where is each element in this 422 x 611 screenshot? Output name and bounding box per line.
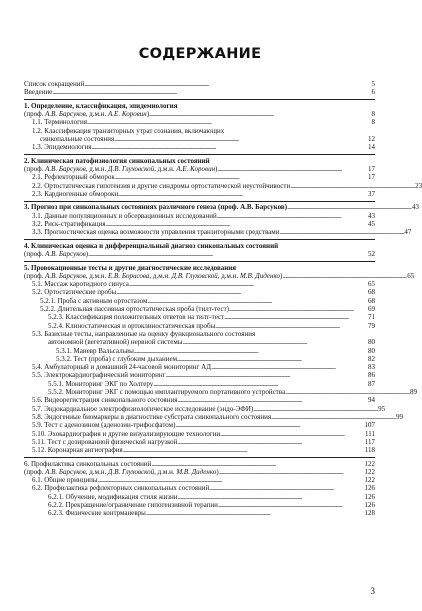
toc-text: А.Е. Коровин: [176, 165, 216, 174]
toc-entry[interactable]: [24, 322, 375, 330]
toc-entry-label: 5.2. Ортостатические пробы: [32, 288, 117, 297]
page-number: 3: [370, 586, 375, 596]
toc-section-heading[interactable]: [24, 460, 375, 468]
toc-text: ): [146, 110, 150, 119]
toc-entry-label: 5.5.1. Мониторинг ЭКГ по Холтеру: [48, 379, 154, 388]
toc-heading-label: [24, 264, 236, 272]
toc-entry-label: 6.2.1. Обучение, модификация стиля жизни: [48, 492, 178, 501]
toc-text: ): [215, 165, 218, 174]
toc-entry[interactable]: [24, 228, 412, 237]
toc-entry[interactable]: [24, 338, 375, 346]
toc-page-number: 65: [407, 271, 415, 280]
toc-entry-label: синкопальные состояния: [40, 134, 115, 143]
section-divider: [24, 99, 375, 100]
toc-page-number: 69: [368, 305, 375, 314]
toc-entry[interactable]: [24, 288, 375, 296]
toc-entry-label: 5.2.4. Клиностатическая и ортоклиностатическая пробы: [48, 321, 216, 330]
toc-page-number: 12: [368, 134, 375, 143]
toc-text: (проф.: [24, 467, 46, 476]
toc-text: Е.В. Борисова: [108, 271, 150, 280]
toc-entry-label: 5.12. Коронарная ангиография: [32, 446, 123, 455]
toc-page-number: 118: [364, 446, 375, 455]
toc-section-heading[interactable]: [24, 102, 375, 110]
toc-page-number: 83: [368, 363, 375, 372]
toc-text: А.В. Барсуков: [45, 110, 86, 119]
toc-text: 4. Клиническая оценка и дифференциальный диагноз синкопальных состояний: [24, 241, 279, 250]
toc-page-number: 17: [368, 165, 375, 174]
toc-page-number: 82: [368, 354, 375, 363]
toc-page-number: 8: [371, 110, 375, 119]
toc-authors[interactable]: [24, 250, 375, 258]
toc-entry-label: 5.7. Эндокардиальное электрофизиологическое исследование (эндо-ЭФИ): [32, 404, 254, 413]
toc-page-number: 37: [368, 189, 375, 198]
toc-section-heading[interactable]: [24, 264, 375, 272]
table-of-contents: [24, 80, 422, 518]
toc-heading-label: [24, 203, 287, 211]
toc-page-number: 122: [364, 476, 375, 485]
toc-section-heading[interactable]: [24, 203, 419, 212]
toc-entry[interactable]: [24, 127, 375, 135]
toc-entry-front[interactable]: [24, 88, 375, 96]
toc-text: 1. Определение, классификация, эпидемиология: [24, 101, 178, 110]
toc-page-number: 122: [364, 459, 375, 468]
toc-text: (проф.: [24, 271, 46, 280]
toc-text: 6. Профилактика синкопальных состояний: [24, 459, 152, 468]
toc-entry[interactable]: [24, 509, 375, 517]
toc-authors[interactable]: [24, 271, 415, 280]
toc-entry[interactable]: [24, 118, 375, 126]
toc-page-number: 68: [368, 288, 375, 297]
toc-entry-label: Список сокращений: [24, 80, 85, 88]
toc-entry-label: 5.3.2. Тест (проба) с глубоким дыханием: [56, 354, 178, 363]
toc-page-number: 71: [368, 313, 375, 322]
toc-heading-label: [24, 102, 177, 110]
toc-entry-label: 1.3. Эпидемиология: [32, 143, 92, 152]
toc-entry[interactable]: [24, 493, 375, 501]
toc-text: Д.В. Глуховской: [108, 165, 155, 174]
toc-page-number: 43: [368, 211, 375, 220]
toc-entry-front[interactable]: [24, 80, 375, 88]
toc-entry[interactable]: [24, 421, 375, 429]
toc-entry-label: 5.8. Эндогенные биомаркеры в диагностике субстрата синкопального состояния: [32, 412, 272, 421]
leader-dots: [118, 190, 367, 199]
toc-entry[interactable]: [24, 412, 403, 421]
toc-authors[interactable]: [24, 110, 375, 118]
leader-dots: [279, 228, 403, 237]
toc-entry[interactable]: [24, 388, 417, 397]
leader-dots: [85, 250, 367, 259]
toc-entry[interactable]: [24, 396, 375, 404]
leader-dots: [91, 143, 367, 152]
toc-authors-label: [24, 272, 282, 280]
toc-page-number: 65: [368, 280, 375, 289]
toc-text: (проф.: [24, 110, 46, 119]
toc-page-number: 99: [395, 412, 403, 421]
toc-text: А.В. Барсуков: [45, 467, 86, 476]
toc-page-number: 107: [364, 421, 375, 430]
toc-entry[interactable]: [24, 220, 375, 228]
toc-section-heading[interactable]: [24, 242, 375, 250]
toc-page-number: 80: [368, 346, 375, 355]
toc-entry[interactable]: [24, 438, 375, 446]
toc-page-number: 126: [364, 501, 375, 510]
toc-page-number: 126: [364, 492, 375, 501]
toc-text: 2. Клиническая патофизиология синкопальных состояний: [24, 156, 210, 165]
toc-text: , д.м.н.: [217, 271, 240, 280]
toc-entry-label: 3.2. Риск-стратификация: [32, 220, 106, 229]
section-divider: [24, 239, 375, 240]
toc-text: Д.В. Глуховской: [108, 467, 155, 476]
toc-entry-label: 5.2.2. Длительная пассивная ортостатическая проба (тилт-тест): [40, 305, 229, 314]
toc-text: , д.м.н.: [85, 271, 109, 280]
toc-entry-label: 5.1. Массаж каротидного синуса: [32, 280, 129, 289]
toc-entry[interactable]: [24, 143, 375, 151]
toc-entry-label: 3.3. Прогностическая оценка возможности управления транзиторными средствами: [32, 228, 280, 237]
toc-entry[interactable]: [24, 404, 386, 413]
toc-entry-label: 1.2. Классификация транзиторных утрат сознания, включающих: [32, 126, 225, 135]
toc-page-number: 43: [411, 203, 419, 212]
toc-entry[interactable]: [24, 313, 375, 321]
toc-page-number: 6: [371, 88, 375, 97]
toc-entry-label: Введение: [24, 88, 53, 97]
toc-page-number: 117: [364, 437, 375, 446]
toc-entry[interactable]: [24, 355, 375, 363]
toc-entry-label: 5.2.3. Классификация положительных ответов на тилт-тест: [48, 313, 225, 322]
toc-page-number: 68: [368, 296, 375, 305]
toc-entry-label: 2.2. Ортостатическая гипотензия и другие синдромы ортостатической неустойчивости: [32, 181, 291, 190]
toc-page-number: 8: [371, 118, 375, 127]
toc-text: М.В. Диденко: [176, 467, 217, 476]
section-divider: [24, 201, 375, 202]
toc-text: 3. Прогноз при синкопальных состояниях различного генеза: [24, 203, 217, 212]
toc-authors-label: [24, 468, 219, 476]
toc-page-number: 52: [368, 250, 375, 259]
toc-text: , д.м.н.: [154, 467, 177, 476]
toc-entry[interactable]: [24, 347, 375, 355]
toc-page-number: 94: [368, 396, 375, 405]
toc-entry[interactable]: [24, 135, 375, 143]
toc-section-heading[interactable]: [24, 157, 375, 165]
toc-text: (проф.: [24, 250, 46, 259]
toc-entry[interactable]: [24, 501, 375, 509]
toc-text: , д.м.н.: [85, 165, 109, 174]
toc-entry-label: 3.1. Данные популяционных и обсервационных исследований: [32, 211, 217, 220]
toc-entry[interactable]: [24, 430, 375, 438]
toc-authors-label: [24, 110, 149, 118]
toc-text: , д.м.н.: [149, 271, 172, 280]
toc-authors-label: [24, 165, 217, 173]
toc-entry[interactable]: [24, 212, 375, 220]
toc-entry[interactable]: [24, 173, 375, 181]
toc-text: М.В. Диденко: [239, 271, 280, 280]
toc-entry-label: 2.3. Кардиогенные обмороки: [32, 189, 119, 198]
toc-text: , д.м.н.: [85, 467, 109, 476]
toc-entry-label: 6.1. Общие принципы: [32, 476, 98, 485]
toc-entry-label: 5.5.2. Мониторинг ЭКГ с помощью имплантируемого портативного устройства: [48, 388, 286, 397]
toc-text: ): [216, 467, 219, 476]
toc-text: , д.м.н.: [154, 165, 177, 174]
toc-text: ): [85, 250, 89, 259]
toc-page-number: 95: [378, 404, 386, 413]
toc-page-number: 128: [364, 509, 375, 518]
toc-text: ): [279, 271, 283, 280]
toc-entry-label: 5.11. Тест с дозированной физической нагрузкой: [32, 437, 178, 446]
toc-entry-label: автономной (вегетативной) нервной системы: [48, 338, 183, 347]
toc-authors[interactable]: [24, 165, 375, 173]
section-divider: [24, 457, 375, 458]
toc-entry-label: 5.6. Видеорегистрация синкопального состояния: [32, 396, 178, 405]
toc-text: А.В. Барсуков: [45, 250, 86, 259]
toc-entry[interactable]: [24, 330, 375, 338]
toc-heading-label: [24, 460, 151, 468]
leader-dots: [146, 509, 364, 518]
toc-entry[interactable]: [24, 380, 375, 388]
toc-page-number: 23: [415, 181, 422, 190]
toc-entry-label: 5.9. Тест с аденозином (аденозин-трифосфатом): [32, 421, 176, 430]
toc-page-number: 45: [368, 220, 375, 229]
toc-entry-label: 5.3. Базисные тесты, направленные на оценку функционального состояния: [32, 329, 256, 338]
toc-page-number: 79: [368, 321, 375, 330]
toc-entry[interactable]: [24, 446, 375, 454]
toc-entry-label: 6.2.3. Физические контрманевры: [48, 509, 146, 518]
toc-entry[interactable]: [24, 363, 375, 371]
toc-entry[interactable]: [24, 371, 375, 379]
toc-text: А.В. Барсуков: [45, 165, 86, 174]
toc-entry[interactable]: [24, 297, 375, 305]
toc-entry-label: 5.2.1. Проба с активным ортостазом: [40, 296, 148, 305]
toc-authors-label: [24, 250, 88, 258]
toc-entry-label: 5.4. Амбулаторный и домашний 24-часовой мониторинг АД: [32, 363, 211, 372]
toc-heading-label: [24, 242, 278, 250]
toc-entry[interactable]: [24, 190, 375, 198]
section-divider: [24, 154, 375, 155]
toc-page-number: 17: [368, 173, 375, 182]
toc-entry-label: 5.3.1. Маневр Вальсальвы: [56, 346, 134, 355]
toc-page-number: 86: [368, 371, 375, 380]
toc-entry[interactable]: [24, 305, 375, 313]
toc-page-number: 47: [404, 228, 412, 237]
toc-page-number: 111: [365, 429, 375, 438]
toc-entry[interactable]: [24, 484, 375, 492]
leader-dots: [52, 88, 370, 97]
toc-text: (проф.: [24, 165, 46, 174]
toc-text: 5. Провокационные тесты и другие диагностические исследования: [24, 263, 237, 272]
toc-page-number: 122: [364, 467, 375, 476]
toc-page-number: 14: [368, 143, 375, 152]
toc-text: (проф. А.В. Барсуков): [216, 203, 288, 212]
toc-page-number: 80: [368, 338, 375, 347]
toc-authors[interactable]: [24, 468, 375, 476]
toc-page-number: 89: [409, 388, 417, 397]
toc-text: Д.В. Глуховской: [171, 271, 218, 280]
toc-entry-label: 2.1. Рефлекторный обморок: [32, 173, 115, 182]
toc-page-number: 87: [368, 379, 375, 388]
section-divider: [24, 261, 375, 262]
toc-entry[interactable]: [24, 280, 375, 288]
toc-heading-label: [24, 157, 210, 165]
toc-entry-label: 1.1. Терминология: [32, 118, 87, 127]
toc-text: , д.м.н.: [85, 110, 109, 119]
toc-text: А.Е. Коровин: [108, 110, 147, 119]
toc-entry[interactable]: [24, 181, 422, 190]
toc-entry-label: 6.2. Профилактика рефлекторных синкопальных состояний: [32, 484, 210, 493]
leader-dots: [123, 446, 364, 455]
toc-entry-label: 6.2.2. Прекращение/ограничение гипотензивной терапии: [48, 501, 218, 510]
toc-entry-label: 5.5. Электрокардиографический мониторинг: [32, 371, 166, 380]
toc-entry[interactable]: [24, 476, 375, 484]
toc-entry-label: 5.10. Эхокардиография и другие визуализирующие технологии: [32, 429, 221, 438]
toc-page-number: 126: [364, 484, 375, 493]
toc-page-number: 5: [371, 80, 375, 88]
toc-text: А.В. Барсуков: [45, 271, 86, 280]
page-title: СОДЕРЖАНИЕ: [138, 46, 262, 62]
